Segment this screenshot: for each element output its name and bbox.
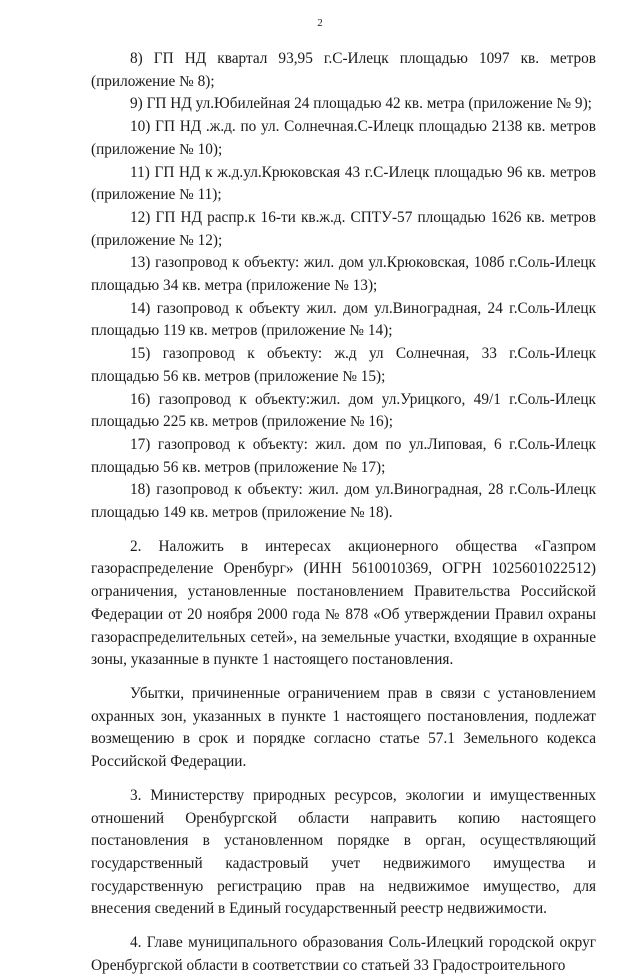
list-item-8: 8) ГП НД квартал 93,95 г.С-Илецк площадью 1097 кв. метров (приложение № 8); <box>91 50 596 90</box>
document-body <box>91 48 596 977</box>
list-item-12: 12) ГП НД распр.к 16-ти кв.ж.д. СПТУ-57 площадью 1626 кв. метров (приложение № 12); <box>91 208 596 249</box>
list-item-15: 15) газопровод к объекту: ж.д ул Солнечная, 33 г.Соль-Илецк площадью 56 кв. метров (приложение № 15); <box>91 345 596 385</box>
page-number: 2 <box>317 17 323 29</box>
paragraph-2: 2. Наложить в интересах акционерного общества «Газпром газораспределение Оренбург» (ИНН 5610010369, ОГРН 1025601022512) ограничения, установленные постановлением Правительства Российской Федерации от 20 ноября 2000 года № 878 «Об утверждении Правил охраны газораспределительных сетей», на земельные участки, входящие в охранные зоны, указанные в пункте 1 настоящего постановления. <box>91 537 596 669</box>
list-item-13: 13) газопровод к объекту: жил. дом ул.Крюковская, 108б г.Соль-Илецк площадью 34 кв. метра (приложение № 13); <box>91 254 596 295</box>
list-item-16: 16) газопровод к объекту:жил. дом ул.Урицкого, 49/1 г.Соль-Илецк площадью 225 кв. метров (приложение № 16); <box>91 390 596 431</box>
list-item-10: 10) ГП НД .ж.д. по ул. Солнечная.С-Илецк площадью 2138 кв. метров (приложение № 10); <box>91 118 596 158</box>
list-item-11: 11) ГП НД к ж.д.ул.Крюковская 43 г.С-Илецк площадью 96 кв. метров (приложение № 11); <box>91 163 596 204</box>
paragraph-4: 4. Главе муниципального образования Соль-Илецкий городской округ Оренбургской области в соответствии со статьей 33 Градостроительного <box>91 934 596 974</box>
list-item-9: 9) ГП НД ул.Юбилейная 24 площадью 42 кв. метра (приложение № 9); <box>130 95 592 113</box>
paragraph-3: 3. Министерству природных ресурсов, экологии и имущественных отношений Оренбургской области направить копию настоящего постановления в установленном порядке в орган, осуществляющий государственный кадастровый учет недвижимого имущества и государственную регистрацию прав на недвижимое имущество, для внесения сведений в Единый государственный реестр недвижимости. <box>91 786 596 918</box>
paragraph-2-damages: Убытки, причиненные ограничением прав в связи с установлением охранных зон, указанных в пункте 1 настоящего постановления, подлежат возмещению в срок и порядке согласно статье 57.1 Земельного кодекса Российской Федерации. <box>91 684 596 771</box>
list-item-18: 18) газопровод к объекту: жил. дом ул.Виноградная, 28 г.Соль-Илецк площадью 149 кв. метров (приложение № 18). <box>91 481 596 522</box>
list-item-17: 17) газопровод к объекту: жил. дом по ул.Липовая, 6 г.Соль-Илецк площадью 56 кв. метров (приложение № 17); <box>91 435 596 476</box>
list-item-14: 14) газопровод к объекту жил. дом ул.Виноградная, 24 г.Соль-Илецк площадью 119 кв. метров (приложение № 14); <box>91 299 596 340</box>
